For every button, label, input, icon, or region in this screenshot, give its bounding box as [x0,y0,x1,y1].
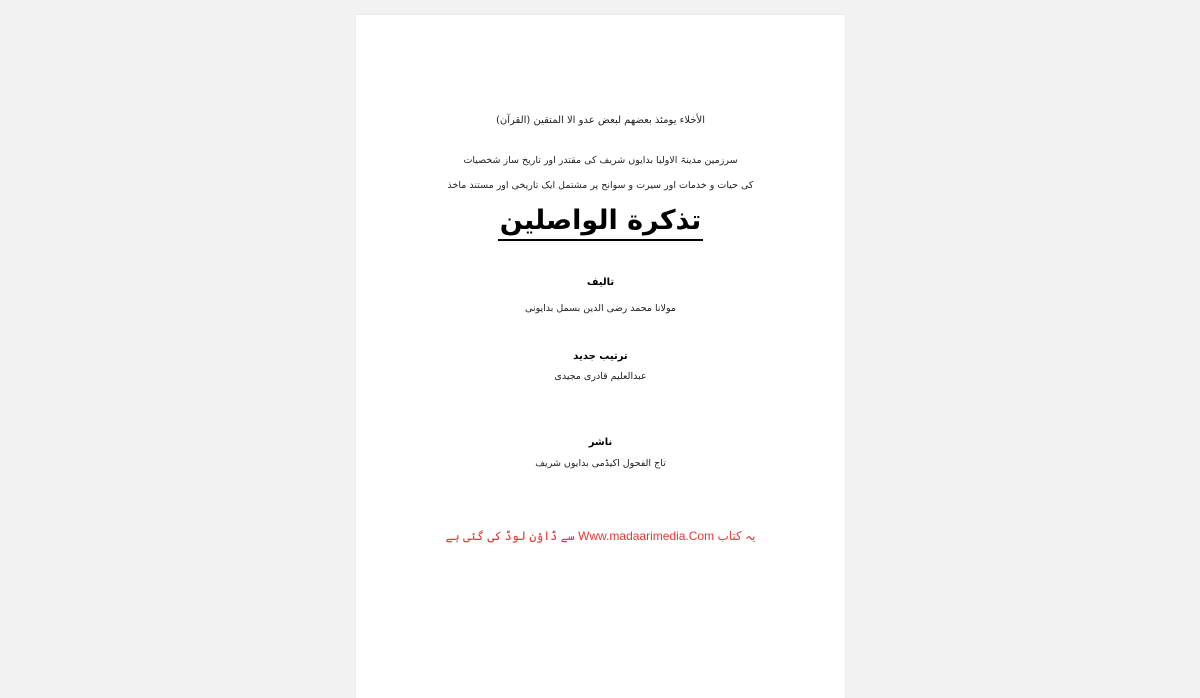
description-line-1: سرزمین مدینۃ الاولیا بدایوں شریف کی مقتدر اور تاریخ ساز شخصیات [463,155,738,166]
book-title-text: تذکرة الواصلین [498,205,704,241]
quran-verse: الأخلاء يومئذ بعضهم لبعض عدو الا المتقين (القرآن) [495,115,705,126]
editor-heading: ترتیب جدید [573,351,628,362]
publisher-name: تاج الفحول اکیڈمی بدایوں شریف [535,458,666,469]
document-page [356,15,845,698]
publisher-heading: ناشر [588,437,613,448]
description-line-2: کی حیات و خدمات اور سیرت و سوانح پر مشتمل ایک تاریخی اور مستند ماخذ [447,180,754,191]
book-title [356,205,845,241]
author-name: مولانا محمد رضی الدین بسمل بدایونی [525,303,676,314]
author-heading: تالیف [586,277,615,288]
download-notice: یہ کتاب Www.madaarimedia.Com سے ڈاؤن لوڈ کی گئی ہے [445,529,756,543]
editor-name: عبدالعلیم قادری مجیدی [554,371,647,382]
